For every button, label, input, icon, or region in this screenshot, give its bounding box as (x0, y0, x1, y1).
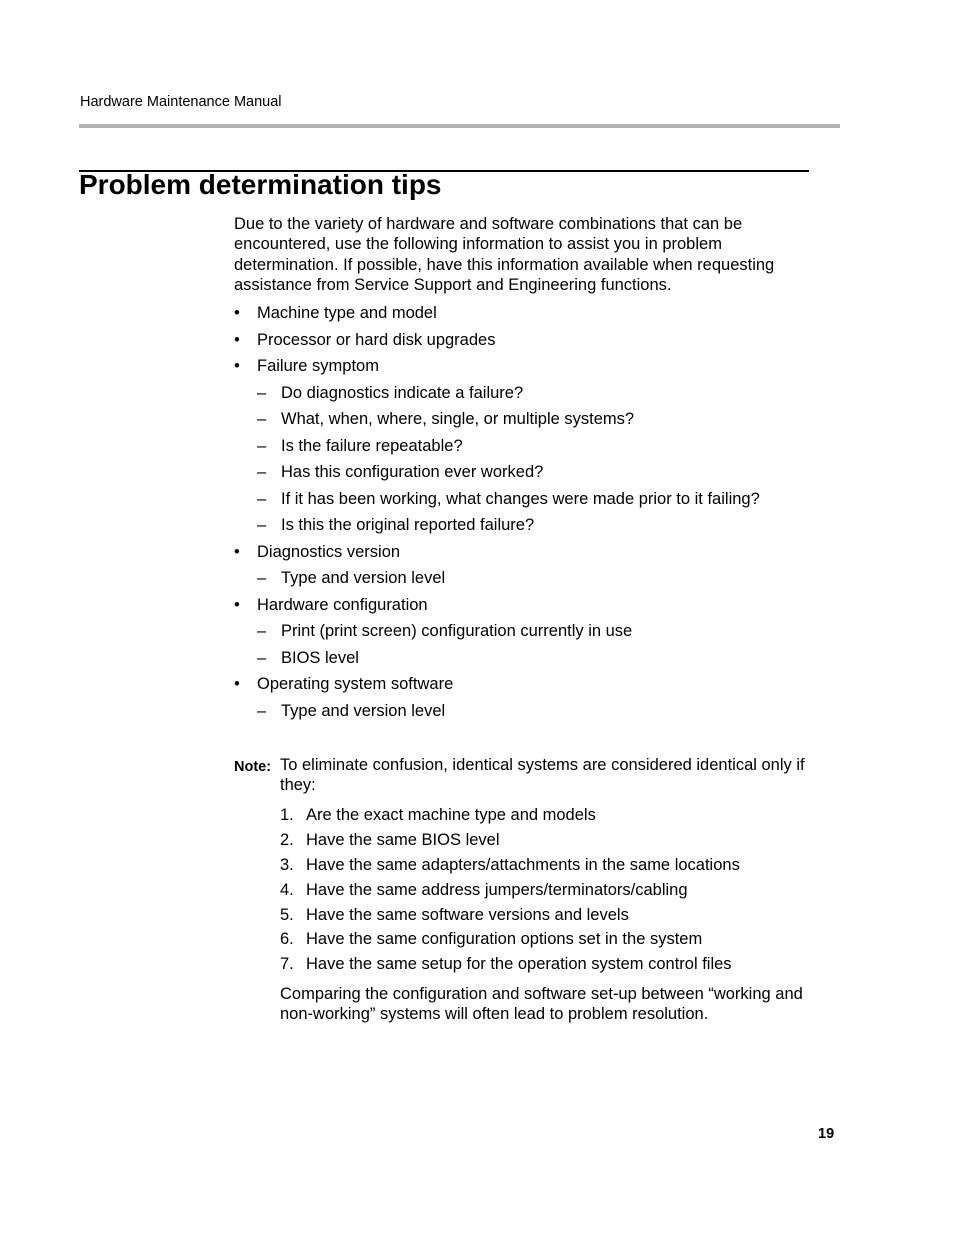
list-item-text: Diagnostics version (257, 542, 401, 561)
sub-list-item-text: BIOS level (281, 648, 359, 667)
list-item-text: Hardware configuration (257, 595, 428, 614)
numbered-item (280, 828, 840, 853)
sub-list-item (234, 618, 834, 645)
sub-list-item-text: Has this configuration ever worked? (281, 463, 544, 481)
sub-list-item (234, 512, 834, 539)
item-number: 1. (280, 806, 294, 824)
tips-list (234, 300, 834, 724)
running-header: Hardware Maintenance Manual (80, 94, 282, 110)
numbered-item (280, 853, 840, 878)
sub-list-item (234, 380, 834, 407)
sub-list-item-text: Is the failure repeatable? (281, 436, 463, 455)
closing-paragraph: Comparing the configuration and software set-up between “working and non-working” systems will often lead to problem resolution. (280, 985, 803, 1024)
dash-marker: – (257, 622, 267, 640)
list-item-text: Processor or hard disk upgrades (257, 330, 496, 349)
note-text: To eliminate confusion, identical systems are considered identical only if they: (280, 756, 805, 794)
list-item-text: Operating system software (257, 675, 454, 693)
bullet-marker: • (234, 357, 240, 375)
sub-list-item (234, 459, 834, 486)
item-text: Have the same BIOS level (306, 830, 500, 849)
sub-list-item-text: What, when, where, single, or multiple systems? (281, 410, 635, 428)
item-text: Have the same setup for the operation system control files (306, 955, 732, 974)
numbered-item (280, 927, 840, 952)
list-item-text: Machine type and model (257, 304, 437, 322)
list-item-text: Failure symptom (257, 357, 379, 375)
dash-marker: – (257, 516, 267, 534)
sub-list-item-text: If it has been working, what changes were made prior to it failing? (281, 489, 760, 508)
identical-criteria-list (280, 803, 840, 977)
list-item (234, 539, 834, 566)
dash-marker: – (257, 569, 267, 587)
sub-list-item (234, 406, 834, 433)
sub-list-item-text: Type and version level (281, 569, 446, 587)
numbered-item (280, 803, 840, 828)
dash-marker: – (257, 436, 267, 455)
list-item (234, 353, 834, 380)
item-text: Have the same configuration options set in the system (306, 930, 703, 949)
sub-list-item (234, 565, 834, 592)
intro-paragraph: Due to the variety of hardware and software combinations that can be encountered, use the following information to assist you in problem determination. If possible, have this information available when requesting assistance from Service Support and Engineering functions. (234, 215, 775, 295)
sub-list-item-text: Type and version level (281, 701, 446, 720)
page-number: 19 (818, 1126, 835, 1142)
list-item (234, 300, 834, 327)
header-divider (79, 124, 840, 128)
numbered-item (280, 952, 840, 977)
item-number: 7. (280, 955, 294, 974)
item-text: Are the exact machine type and models (306, 806, 596, 824)
bullet-marker: • (234, 330, 240, 349)
dash-marker: – (257, 463, 267, 481)
note-label: Note: (234, 759, 272, 775)
list-item (234, 327, 834, 354)
sub-list-item (234, 645, 834, 672)
dash-marker: – (257, 383, 267, 402)
sub-list-item (234, 486, 834, 513)
item-number: 6. (280, 930, 294, 949)
numbered-item (280, 878, 840, 903)
dash-marker: – (257, 489, 267, 508)
dash-marker: – (257, 701, 267, 720)
item-text: Have the same software versions and levels (306, 905, 629, 924)
sub-list-item (234, 698, 834, 725)
sub-list-item-text: Print (print screen) configuration currently in use (281, 622, 633, 640)
bullet-marker: • (234, 595, 240, 614)
page-title: Problem determination tips (79, 169, 442, 200)
list-item (234, 671, 834, 698)
item-number: 3. (280, 855, 294, 874)
sub-list-item-text: Is this the original reported failure? (281, 516, 535, 534)
item-number: 2. (280, 830, 294, 849)
item-number: 5. (280, 905, 294, 924)
sub-list-item-text: Do diagnostics indicate a failure? (281, 383, 524, 402)
dash-marker: – (257, 648, 267, 667)
item-text: Have the same address jumpers/terminators/cabling (306, 880, 688, 899)
item-number: 4. (280, 880, 294, 899)
list-item (234, 592, 834, 619)
item-text: Have the same adapters/attachments in the same locations (306, 855, 740, 874)
dash-marker: – (257, 410, 267, 428)
bullet-marker: • (234, 675, 240, 693)
sub-list-item (234, 433, 834, 460)
bullet-marker: • (234, 304, 240, 322)
numbered-item (280, 903, 840, 928)
bullet-marker: • (234, 542, 240, 561)
